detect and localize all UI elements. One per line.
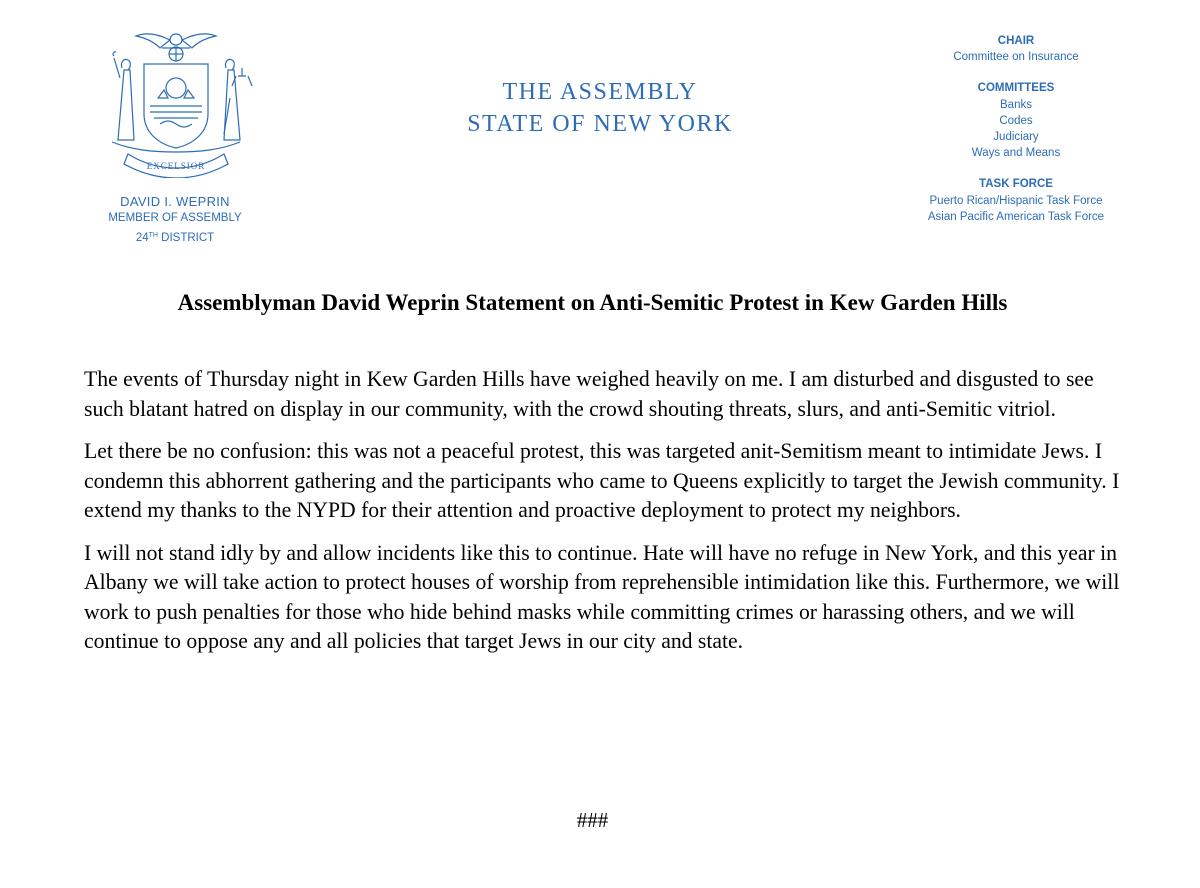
member-info — [60, 193, 290, 247]
taskforce-item: Puerto Rican/Hispanic Task Force — [929, 194, 1103, 207]
committees-heading: COMMITTEES — [977, 82, 1055, 95]
statement-body — [84, 365, 1124, 670]
committee-item: Judiciary — [993, 131, 1039, 144]
district-number: 24 — [135, 232, 149, 244]
taskforce-heading: TASK FORCE — [979, 178, 1053, 191]
district-suffix: TH — [148, 232, 158, 239]
taskforce-item: Asian Pacific American Task Force — [927, 210, 1105, 223]
committee-info — [900, 33, 1132, 225]
seal-graphic — [98, 28, 254, 178]
statement-paragraph: Let there be no confusion: this was not a peaceful protest, this was targeted anit-Semitism meant to intimidate Jews. I condemn this abhorrent gathering and the participants who came to Queens explicitly to target the Jewish community. I extend my thanks to the NYPD for their attention and proactive deployment to protect my neighbors. — [84, 439, 1120, 522]
assembly-line-1: THE ASSEMBLY — [502, 79, 698, 105]
district-label: DISTRICT — [157, 232, 215, 244]
member-name: DAVID I. WEPRIN — [120, 194, 230, 209]
committee-item: Banks — [1000, 98, 1032, 111]
member-district — [60, 227, 290, 247]
new-york-state-seal — [98, 28, 254, 178]
member-role: MEMBER OF ASSEMBLY — [108, 212, 242, 224]
committee-item: Ways and Means — [971, 147, 1061, 160]
chair-item: Committee on Insurance — [953, 51, 1079, 64]
seal-motto: EXCELSIOR — [146, 161, 206, 171]
statement-paragraph: The events of Thursday night in Kew Garden Hills have weighed heavily on me. I am disturbed and disgusted to see such blatant hatred on display in our community, with the crowd shouting threats, slurs, and anti-Semitic vitriol. — [84, 367, 1094, 421]
statement-title: Assemblyman David Weprin Statement on Anti-Semitic Protest in Kew Garden Hills — [177, 290, 1008, 315]
chair-heading: CHAIR — [997, 35, 1035, 47]
committee-item: Codes — [999, 114, 1033, 127]
assembly-line-2: STATE OF NEW YORK — [467, 111, 733, 137]
statement-paragraph: I will not stand idly by and allow incidents like this to continue. Hate will have no refuge in New York, and this year in Albany we will take action to protect houses of worship from reprehensible intimidation like this. Furthermore, we will work to push penalties for those who hide behind masks while committing crimes or harassing others, and we will continue to oppose any and all policies that target Jews in our city and state. — [84, 540, 1120, 653]
end-mark: ### — [576, 808, 609, 832]
assembly-header — [400, 76, 800, 140]
